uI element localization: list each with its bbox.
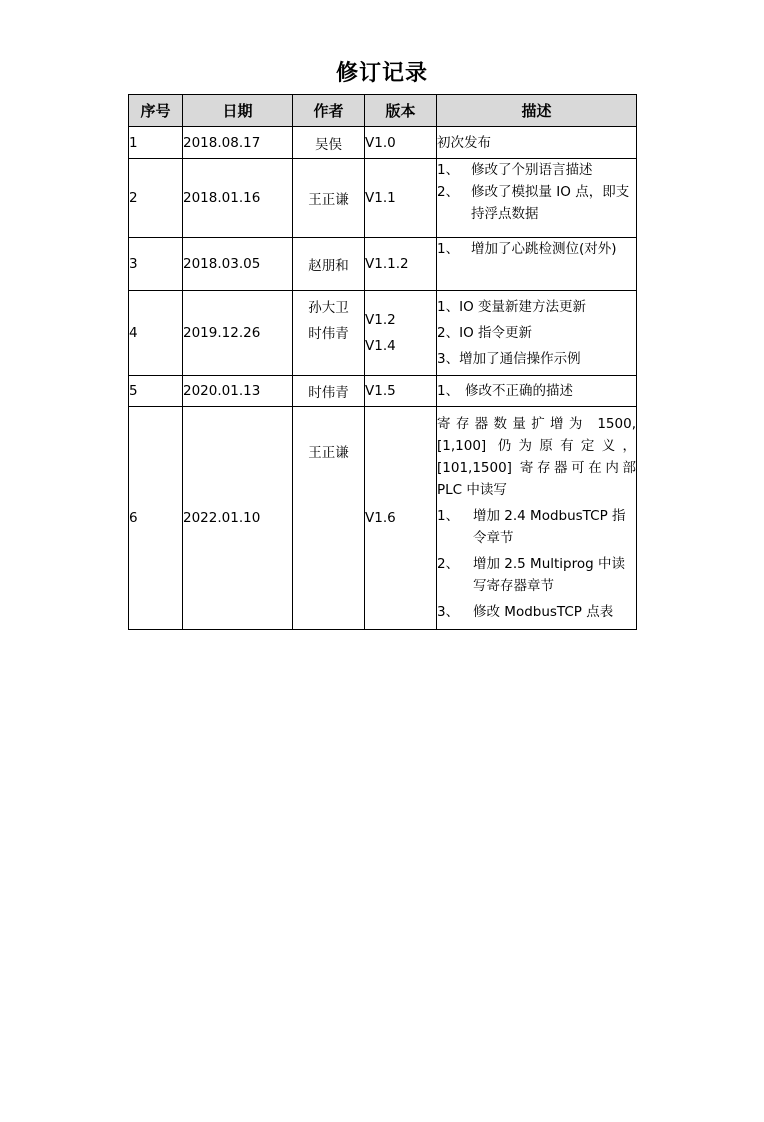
description-intro: 寄存器数量扩增为 1500,[1,100] 仍为原有定义，[101,1500] 寄存器可在内部 PLC 中读写	[437, 416, 636, 498]
author-name: 时伟青	[308, 326, 349, 342]
description-item	[437, 380, 636, 402]
table-row	[129, 127, 637, 159]
row-date: 2018.03.05	[183, 238, 293, 291]
description-item	[437, 505, 636, 549]
header-version: 版本	[365, 95, 437, 127]
row-description	[437, 407, 637, 630]
header-date: 日期	[183, 95, 293, 127]
description-item	[437, 159, 636, 181]
table-row	[129, 376, 637, 407]
row-authors	[293, 291, 365, 376]
row-no: 2	[129, 159, 183, 238]
revision-table	[128, 94, 637, 630]
row-version: V1.1	[365, 159, 437, 238]
description-item	[437, 601, 636, 623]
row-date: 2019.12.26	[183, 291, 293, 376]
version-label: V1.4	[365, 338, 396, 354]
item-number: 1、	[437, 162, 460, 178]
item-text: 修改了个别语言描述	[471, 162, 593, 178]
item-text: 修改了模拟量 IO 点，即支持浮点数据	[471, 184, 630, 222]
version-label: V1.2	[365, 312, 396, 328]
row-version: V1.6	[365, 407, 437, 630]
row-author: 赵朋和	[293, 238, 365, 291]
row-author: 吴俣	[293, 127, 365, 159]
header-author: 作者	[293, 95, 365, 127]
row-date: 2018.08.17	[183, 127, 293, 159]
item-number: 2、	[437, 556, 460, 572]
row-version: V1.1.2	[365, 238, 437, 291]
description-item	[437, 238, 636, 260]
row-description	[437, 238, 637, 291]
row-description	[437, 159, 637, 238]
row-author: 王正谦	[293, 407, 365, 630]
table-header-row	[129, 95, 637, 127]
item-text: 修改 ModbusTCP 点表	[473, 604, 614, 620]
row-description	[437, 291, 637, 376]
description-line: 初次发布	[437, 134, 491, 151]
row-no: 6	[129, 407, 183, 630]
row-date: 2022.01.10	[183, 407, 293, 630]
header-no: 序号	[129, 95, 183, 127]
author-name: 孙大卫	[308, 300, 349, 316]
row-no: 3	[129, 238, 183, 291]
table-row	[129, 291, 637, 376]
table-row	[129, 159, 637, 238]
row-description	[437, 376, 637, 407]
row-no: 4	[129, 291, 183, 376]
row-versions	[365, 291, 437, 376]
item-number: 3、	[437, 604, 460, 620]
item-text: 修改不正确的描述	[465, 383, 573, 399]
row-description	[437, 127, 637, 159]
item-text: 增加了心跳检测位(对外)	[471, 241, 617, 257]
page-title: 修订记录	[335, 61, 428, 86]
item-text: 增加 2.5 Multiprog 中读写寄存器章节	[473, 556, 625, 594]
description-item	[437, 553, 636, 597]
row-date: 2020.01.13	[183, 376, 293, 407]
row-version: V1.0	[365, 127, 437, 159]
table-row	[129, 407, 637, 630]
description-line: 2、IO 指令更新	[437, 325, 532, 341]
item-number: 2、	[437, 184, 460, 200]
row-no: 1	[129, 127, 183, 159]
row-author: 时伟青	[293, 376, 365, 407]
description-line: 1、IO 变量新建方法更新	[437, 299, 586, 315]
table-row	[129, 238, 637, 291]
row-author: 王正谦	[293, 159, 365, 238]
row-date: 2018.01.16	[183, 159, 293, 238]
description-line: 3、增加了通信操作示例	[437, 351, 581, 367]
header-description: 描述	[437, 95, 637, 127]
item-number: 1、	[437, 508, 460, 524]
item-number: 1、	[437, 383, 460, 399]
description-item	[437, 181, 636, 225]
row-no: 5	[129, 376, 183, 407]
row-version: V1.5	[365, 376, 437, 407]
item-number: 1、	[437, 241, 460, 257]
item-text: 增加 2.4 ModbusTCP 指令章节	[473, 508, 626, 546]
